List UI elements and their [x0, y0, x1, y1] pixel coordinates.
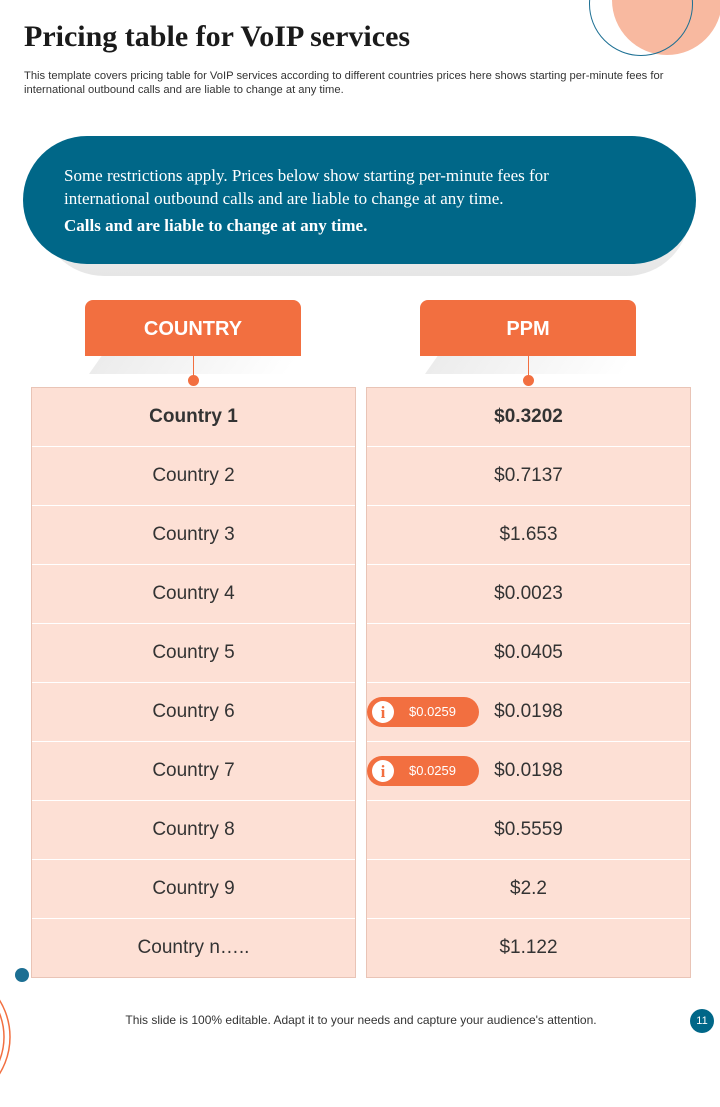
header-shadow [425, 354, 637, 374]
country-cell: Country 8 [32, 801, 355, 860]
ppm-cell: $2.2 [367, 860, 690, 919]
country-cell: Country 2 [32, 447, 355, 506]
footer-text: This slide is 100% editable. Adapt it to your needs and capture your audience's attention. [125, 1013, 597, 1027]
connector-dot [188, 375, 199, 386]
ppm-cell: $0.3202 [367, 388, 690, 447]
banner-text: Some restrictions apply. Prices below show starting per-minute fees for international outbound calls and are liable to change at any time. [64, 166, 549, 208]
decorative-arc [0, 967, 10, 1107]
info-icon: i [372, 701, 394, 723]
ppm-cell: $1.122 [499, 937, 558, 958]
ppm-column [366, 387, 691, 978]
decorative-arc [0, 973, 4, 1101]
ppm-column-header: PPM [420, 300, 636, 356]
country-cell: Country 4 [32, 565, 355, 624]
country-cell: Country 9 [32, 860, 355, 919]
country-cell: Country 7 [32, 742, 355, 801]
country-cell: Country 5 [32, 624, 355, 683]
country-cell: Country 3 [32, 506, 355, 565]
ppm-cell: $0.5559 [367, 801, 690, 860]
callout-value: $0.0259 [409, 704, 456, 719]
decorative-dot [15, 968, 29, 982]
callout-value: $0.0259 [409, 763, 456, 778]
ppm-cell: $1.653 [367, 506, 690, 565]
page-title: Pricing table for VoIP services [24, 20, 411, 53]
page-number-badge: 11 [690, 1009, 714, 1033]
decorative-arcs [0, 967, 34, 1107]
country-cell: Country n….. [137, 937, 250, 958]
info-banner [23, 136, 696, 264]
ppm-cell: $0.0405 [367, 624, 690, 683]
ppm-cell: $0.0023 [367, 565, 690, 624]
ppm-cell: $0.0198 [367, 742, 690, 801]
header-connector [528, 356, 529, 376]
connector-dot [523, 375, 534, 386]
page-subtitle: This template covers pricing table for VoIP services according to different countries prices here shows starting per-minute fees for international outbound calls and are liable to change at any time. [24, 70, 664, 96]
country-cell: Country 6 [32, 683, 355, 742]
ppm-cell: $0.7137 [367, 447, 690, 506]
country-column [31, 387, 356, 978]
header-shadow [89, 354, 301, 374]
banner-bold-text: Calls and are liable to change at any time. [64, 216, 368, 235]
ppm-cell: $0.0198 [367, 683, 690, 742]
country-cell: Country 1 [32, 388, 355, 447]
country-column-header: COUNTRY [85, 300, 301, 356]
price-callout [367, 756, 479, 786]
price-callout [367, 697, 479, 727]
header-connector [193, 356, 194, 376]
info-icon: i [372, 760, 394, 782]
